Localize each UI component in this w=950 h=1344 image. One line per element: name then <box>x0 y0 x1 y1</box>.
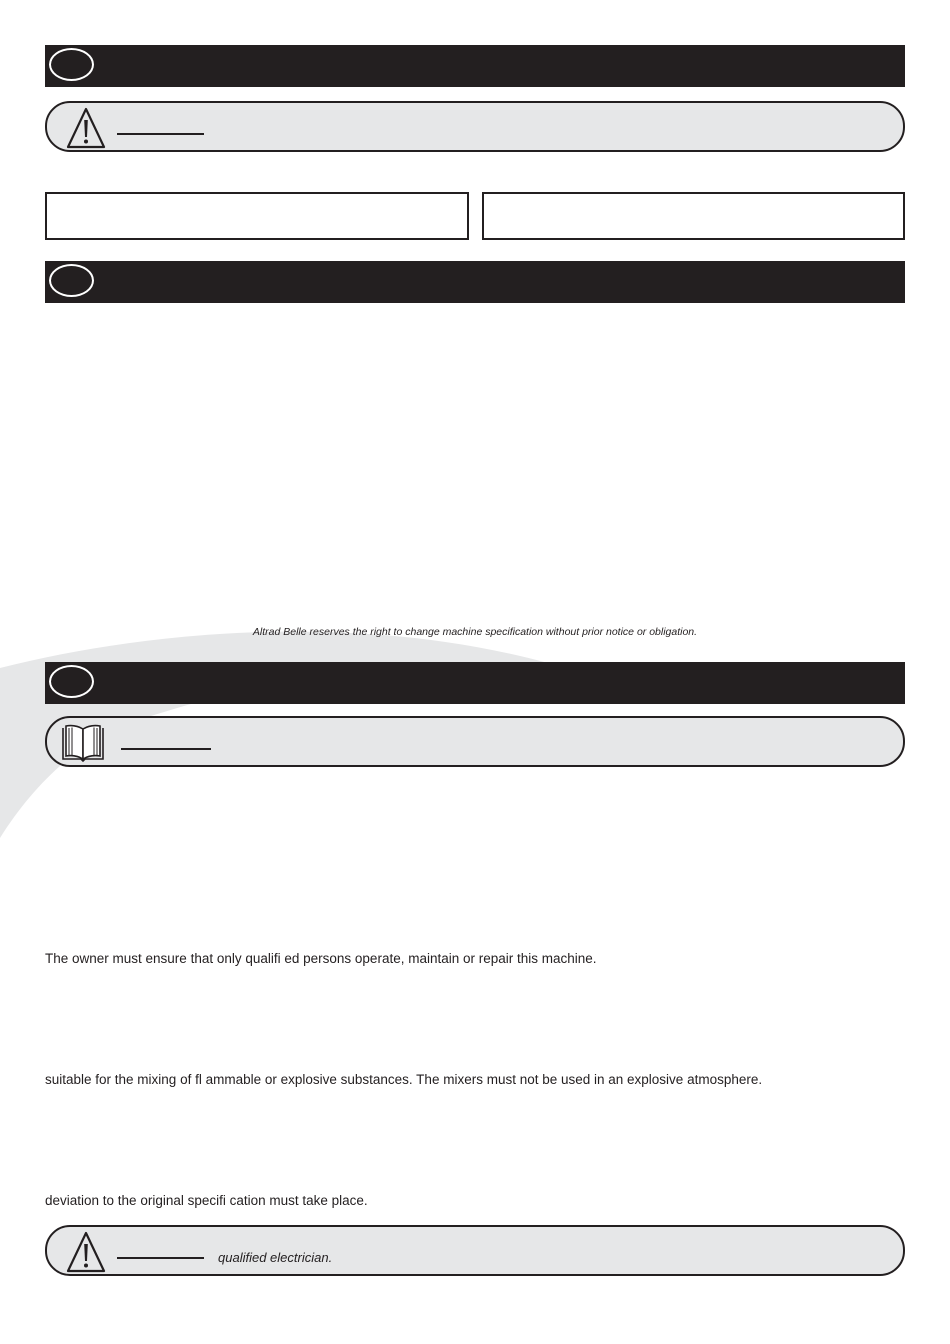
notice-heading-rule <box>117 133 204 135</box>
info-box-left <box>45 192 469 240</box>
warning-notice <box>45 101 905 152</box>
notice-heading-rule <box>121 748 211 750</box>
section-header-bar <box>45 45 905 87</box>
manual-notice <box>45 716 905 767</box>
flammable-substances-text: suitable for the mixing of fl ammable or explosive substances. The mixers must not be used in an explosive atmosphere. <box>45 1072 763 1087</box>
electrician-note: qualified electrician. <box>218 1250 333 1265</box>
section-language-badge <box>49 665 94 698</box>
warning-triangle-icon <box>65 106 107 150</box>
open-book-icon <box>59 722 107 766</box>
section-header-bar <box>45 261 905 303</box>
electrical-warning-notice <box>45 1225 905 1276</box>
specification-deviation-text: deviation to the original specifi cation must take place. <box>45 1193 368 1208</box>
section-header-bar <box>45 662 905 704</box>
notice-heading-rule <box>117 1257 204 1259</box>
qualified-persons-text: The owner must ensure that only qualifi ed persons operate, maintain or repair this machine. <box>45 951 597 966</box>
info-box-right <box>482 192 905 240</box>
section-language-badge <box>49 48 94 81</box>
warning-triangle-icon <box>65 1230 107 1274</box>
section-language-badge <box>49 264 94 297</box>
specification-footnote: Altrad Belle reserves the right to change machine specification without prior notice or obligation. <box>252 626 698 638</box>
